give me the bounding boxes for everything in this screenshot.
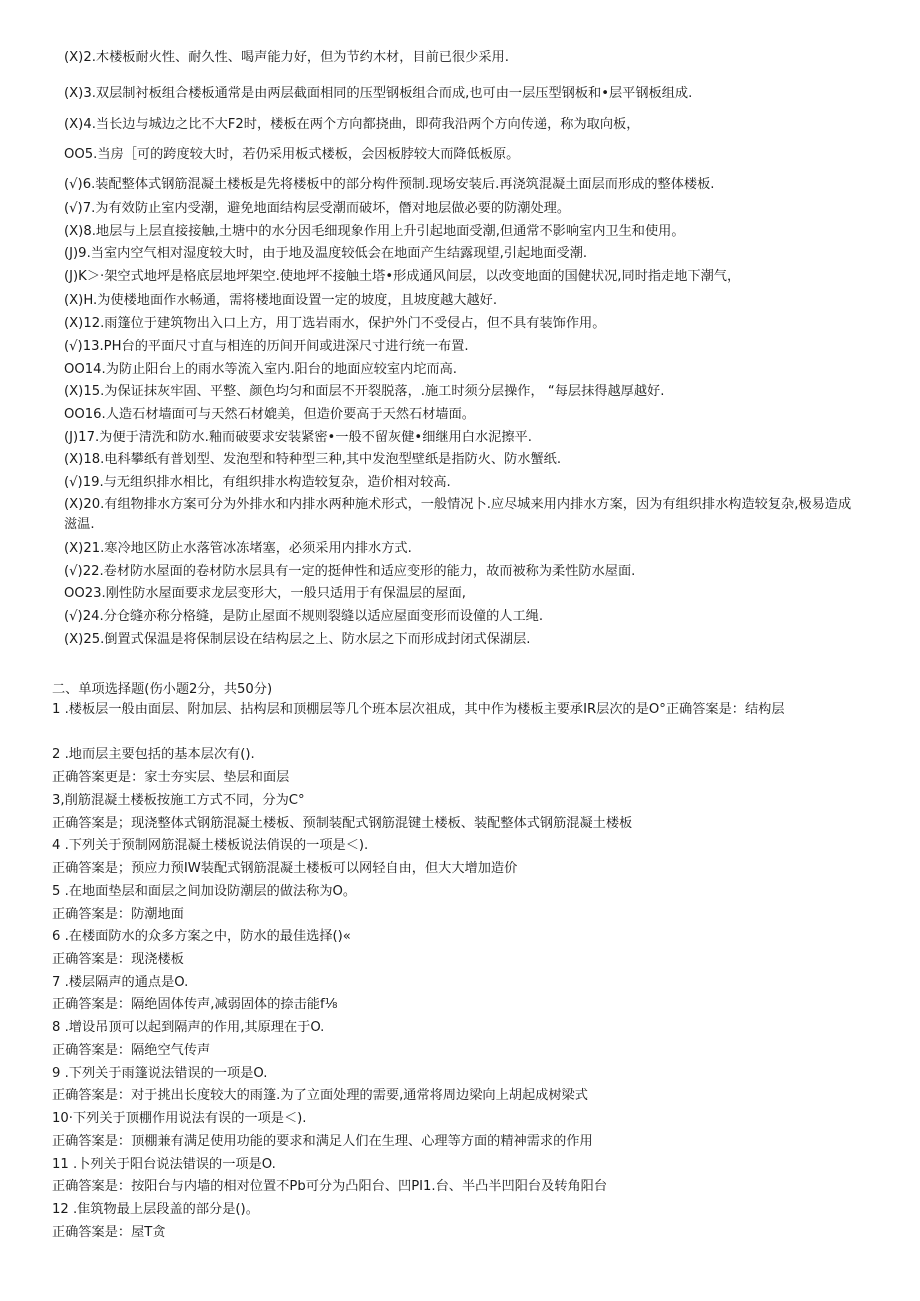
tf-item: (X)8.地层与上层直接接触,土塘中的水分因毛细现象作用上升引起地面受潮,但通常不影响室内卫生和使用。	[64, 224, 685, 239]
mc-line: 8 .增设吊顶可以起到隔声的作用,其原理在于O.	[52, 1020, 325, 1035]
mc-line: 11 .卜列关于阳台说法错误的一项是O.	[52, 1157, 276, 1172]
tf-item: (X)20.有组物排水方案可分为外排水和内排水两种施术形式，一般情况卜.应尽城来用内排水方案，因为有组织排水构造较复杂,极易造成滋温.	[64, 497, 852, 532]
mc-line: 正确答案是：按阳台与内墙的相对位置不Pb可分为凸阳台、凹PI1.台、半凸半凹阳台及转角阳台	[52, 1179, 608, 1194]
mc-line: 6 .在楼面防水的众多方案之中，防水的最佳选择()«	[52, 929, 351, 944]
tf-item: (√)22.卷材防水屋面的卷材防水层具有一定的挺伸性和适应变形的能力，故而被称为柔性防水屋面.	[64, 564, 636, 579]
tf-item: (√)24.分仓缝亦称分格缝，是防止屋面不规则裂缝以适应屋面变形而设僮的人工绳.	[64, 609, 544, 624]
mc-line: 正确答案是：对于挑出长度较大的雨篷.为了立面处理的需要,通常将周边梁向上胡起成树梁式	[52, 1088, 588, 1103]
tf-item: (J)K＞·架空式地坪是格底层地坪架空.使地坪不接触土塔•形成通风间层，以改变地面的国健状况,同时指走地下潮气，	[64, 269, 741, 284]
mc-line: 正确答案更是：家士夯实层、垫层和面层	[52, 770, 290, 785]
tf-item: (√)19.与无组织排水相比，有组织排水构造较复杂，造价相对较高.	[64, 475, 451, 490]
mc-line: 正确答案是：隔绝空气传声	[52, 1043, 211, 1058]
tf-item: OO23.刚性防水屋面要求龙层变形大，一般只适用于有保温层的屋面,	[64, 586, 466, 601]
tf-item: (X)3.双层制衬板组合楼板通常是由两层截面相同的压型钢板组合而成,也可由一层压型钢板和•层平钢板组成.	[64, 86, 693, 101]
tf-item: OO5.当房［可的跨度较大时，若仍采用板式楼板，会因板脖较大而降低板原。	[64, 147, 520, 162]
tf-item: (√)13.PH台的平面尺寸直与相连的历间开间或进深尺寸进行统一布置.	[64, 339, 469, 354]
mc-line: 7 .楼层隔声的通点是O.	[52, 975, 189, 990]
tf-item: (J)17.为便于清洗和防水.釉而破要求安装紧密•一般不留灰健•细继用白水泥擦平.	[64, 430, 532, 445]
mc-line: 5 .在地面垫层和面层之间加设防潮层的做法称为O。	[52, 884, 357, 899]
mc-line: 正确答案是：现浇楼板	[52, 952, 184, 967]
mc-line: 4 .下列关于预制网筋混凝土楼板说法俏误的一项是＜).	[52, 838, 369, 853]
mc-line: 3,削筋混凝土楼板按施工方式不同，分为C°	[52, 793, 305, 808]
mc-line: 正确答案是；预应力预IW装配式钢筋混凝土楼板可以网轻自由，但大大增加造价	[52, 861, 518, 876]
mc-line: 正确答案是：防潮地面	[52, 907, 184, 922]
tf-item: OO14.为防止阳台上的雨水等流入室内.阳台的地面应较室内坨而高.	[64, 362, 457, 377]
mc-line: 正确答案是：顶棚兼有满足使用功能的要求和满足人们在生理、心理等方面的精神需求的作用	[52, 1134, 593, 1149]
tf-item: (X)12.雨篷位于建筑物出入口上方，用丁选岩雨水，保护外门不受侵占，但不具有装饰作用。	[64, 316, 606, 331]
mc-line: 12 .隹筑物最上层段盖的部分是()。	[52, 1202, 259, 1217]
tf-item: (X)21.寒冷地区防止水落管冰冻堵塞，必须采用内排水方式.	[64, 541, 412, 556]
mc-line: 正确答案是；现浇整体式钢筋混凝土楼板、预制装配式钢筋混键土楼板、装配整体式钢筋混凝土楼板	[52, 816, 633, 831]
tf-item: (X)2.木楼板耐火性、耐久性、喝声能力好，但为节约木材，目前已很少采用.	[64, 50, 509, 65]
tf-item: (X)25.倒置式保温是将保制层设在结构层之上、防水层之下而形成封闭式保湖层.	[64, 632, 531, 647]
tf-item: (X)15.为保证抹灰牢固、平整、颜色均匀和面层不开裂脱落，.施工时须分层操作， “每层抹得越厚越好.	[64, 384, 665, 399]
tf-item: (X)H.为使楼地面作水畅通，需将楼地面设置一定的坡度，且坡度越大越好.	[64, 293, 498, 308]
tf-item: (√)6.装配整体式钢筋混凝土楼板是先将楼板中的部分构件预制.现场安装后.再浇筑混凝土面层而形成的整体楼板.	[64, 177, 715, 192]
tf-item: (√)7.为有效防止室内受潮，避免地面结构层受潮而破坏，僭对地层做必要的防潮处理。	[64, 201, 571, 216]
mc-line: 正确答案是：屋T贪	[52, 1225, 166, 1240]
tf-item: (X)18.电科攀纸有普划型、发泡型和特种型三种,其中发泡型壁纸是指防火、防水蟹纸.	[64, 452, 562, 467]
mc-line: 正确答案是：隔绝固体传声,减弱固体的捺击能f⅛	[52, 997, 338, 1012]
mc-line: 9 .下列关于雨篷说法错误的一项是O.	[52, 1066, 268, 1081]
tf-item: (X)4.当长边与城边之比不大F2时，楼板在两个方向都挠曲，即荷我沿两个方向传递，称为取向板，	[64, 117, 640, 132]
tf-item: OO16.人造石材墙面可与天然石材媲美，但造价要高于天然石材墙面。	[64, 407, 475, 422]
section-title: 二、单项选择题(伤小题2分，共50分)	[52, 682, 273, 697]
mc-line: 10·下列关于顶棚作用说法有误的一项是＜).	[52, 1111, 307, 1126]
mc-line: 2 .地而层主要包括的基本层次有().	[52, 747, 255, 762]
mc-line: 1 .楼板层一般由面层、附加层、拈构层和顶棚层等几个班本层次祖成，其中作为楼板主要承IR层次的是O°正确答案是：结构层	[52, 702, 785, 717]
tf-item: (J)9.当室内空气相对湿度较大时，由于地及温度较低会在地面产生结露现望,引起地面受潮.	[64, 246, 588, 261]
